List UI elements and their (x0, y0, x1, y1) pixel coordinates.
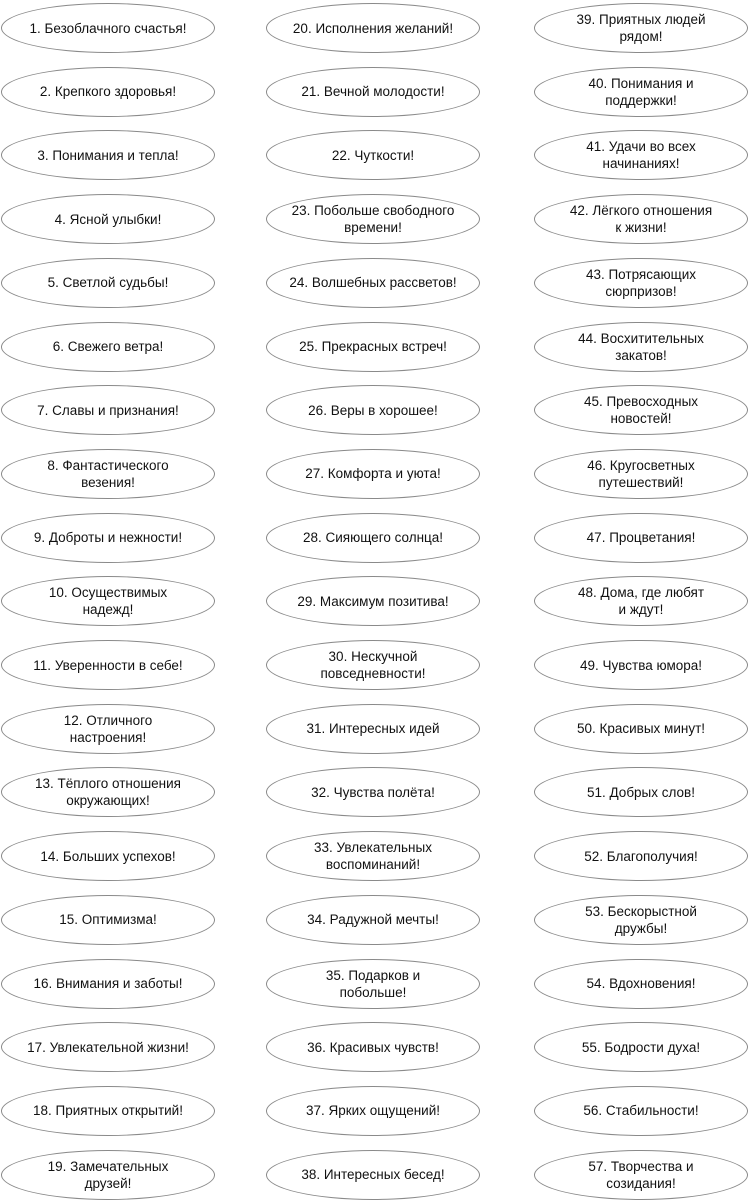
wish-oval: 1. Безоблачного счастья! (1, 3, 215, 53)
wish-oval: 43. Потрясающих сюрпризов! (534, 258, 748, 308)
wish-oval: 16. Внимания и заботы! (1, 959, 215, 1009)
wish-oval: 51. Добрых слов! (534, 767, 748, 817)
wish-oval: 49. Чувства юмора! (534, 640, 748, 690)
wish-oval: 12. Отличного настроения! (1, 704, 215, 754)
wish-oval: 34. Радужной мечты! (266, 895, 480, 945)
wish-oval: 40. Понимания и поддержки! (534, 67, 748, 117)
wish-oval: 44. Восхитительных закатов! (534, 322, 748, 372)
wish-oval: 17. Увлекательной жизни! (1, 1022, 215, 1072)
wish-oval: 26. Веры в хорошее! (266, 385, 480, 435)
wish-oval: 56. Стабильности! (534, 1086, 748, 1136)
wish-oval: 3. Понимания и тепла! (1, 130, 215, 180)
wish-oval: 52. Благополучия! (534, 831, 748, 881)
wish-oval: 21. Вечной молодости! (266, 67, 480, 117)
wish-oval: 39. Приятных людей рядом! (534, 3, 748, 53)
wish-oval: 35. Подарков и побольше! (266, 959, 480, 1009)
wish-oval: 8. Фантастического везения! (1, 449, 215, 499)
wish-oval: 23. Побольше свободного времени! (266, 194, 480, 244)
wish-oval: 48. Дома, где любят и ждут! (534, 576, 748, 626)
wish-oval: 57. Творчества и созидания! (534, 1150, 748, 1200)
wish-oval: 28. Сияющего солнца! (266, 513, 480, 563)
wish-oval: 41. Удачи во всех начинаниях! (534, 130, 748, 180)
wish-oval: 7. Славы и признания! (1, 385, 215, 435)
wish-oval: 18. Приятных открытий! (1, 1086, 215, 1136)
wish-oval: 37. Ярких ощущений! (266, 1086, 480, 1136)
wish-oval: 2. Крепкого здоровья! (1, 67, 215, 117)
wish-oval: 55. Бодрости духа! (534, 1022, 748, 1072)
wish-oval: 6. Свежего ветра! (1, 322, 215, 372)
wish-oval: 38. Интересных бесед! (266, 1150, 480, 1200)
wish-oval: 27. Комфорта и уюта! (266, 449, 480, 499)
wish-oval: 4. Ясной улыбки! (1, 194, 215, 244)
wish-oval: 10. Осуществимых надежд! (1, 576, 215, 626)
wish-oval: 29. Максимум позитива! (266, 576, 480, 626)
wish-oval: 20. Исполнения желаний! (266, 3, 480, 53)
wish-oval: 45. Превосходных новостей! (534, 385, 748, 435)
wish-oval: 53. Бескорыстной дружбы! (534, 895, 748, 945)
wish-oval: 32. Чувства полёта! (266, 767, 480, 817)
wish-oval: 9. Доброты и нежности! (1, 513, 215, 563)
wish-oval: 33. Увлекательных воспоминаний! (266, 831, 480, 881)
wish-oval: 11. Уверенности в себе! (1, 640, 215, 690)
wish-oval: 25. Прекрасных встреч! (266, 322, 480, 372)
wish-oval: 22. Чуткости! (266, 130, 480, 180)
wish-oval: 42. Лёгкого отношения к жизни! (534, 194, 748, 244)
wish-oval: 36. Красивых чувств! (266, 1022, 480, 1072)
wish-oval: 5. Светлой судьбы! (1, 258, 215, 308)
wish-oval: 13. Тёплого отношения окружающих! (1, 767, 215, 817)
wish-oval: 47. Процветания! (534, 513, 748, 563)
wish-oval: 24. Волшебных рассветов! (266, 258, 480, 308)
wish-oval: 30. Нескучной повседневности! (266, 640, 480, 690)
wish-oval: 50. Красивых минут! (534, 704, 748, 754)
wish-oval: 46. Кругосветных путешествий! (534, 449, 748, 499)
wish-oval: 54. Вдохновения! (534, 959, 748, 1009)
wish-oval: 14. Больших успехов! (1, 831, 215, 881)
wish-oval: 31. Интересных идей (266, 704, 480, 754)
wish-oval: 15. Оптимизма! (1, 895, 215, 945)
wish-oval: 19. Замечательных друзей! (1, 1150, 215, 1200)
